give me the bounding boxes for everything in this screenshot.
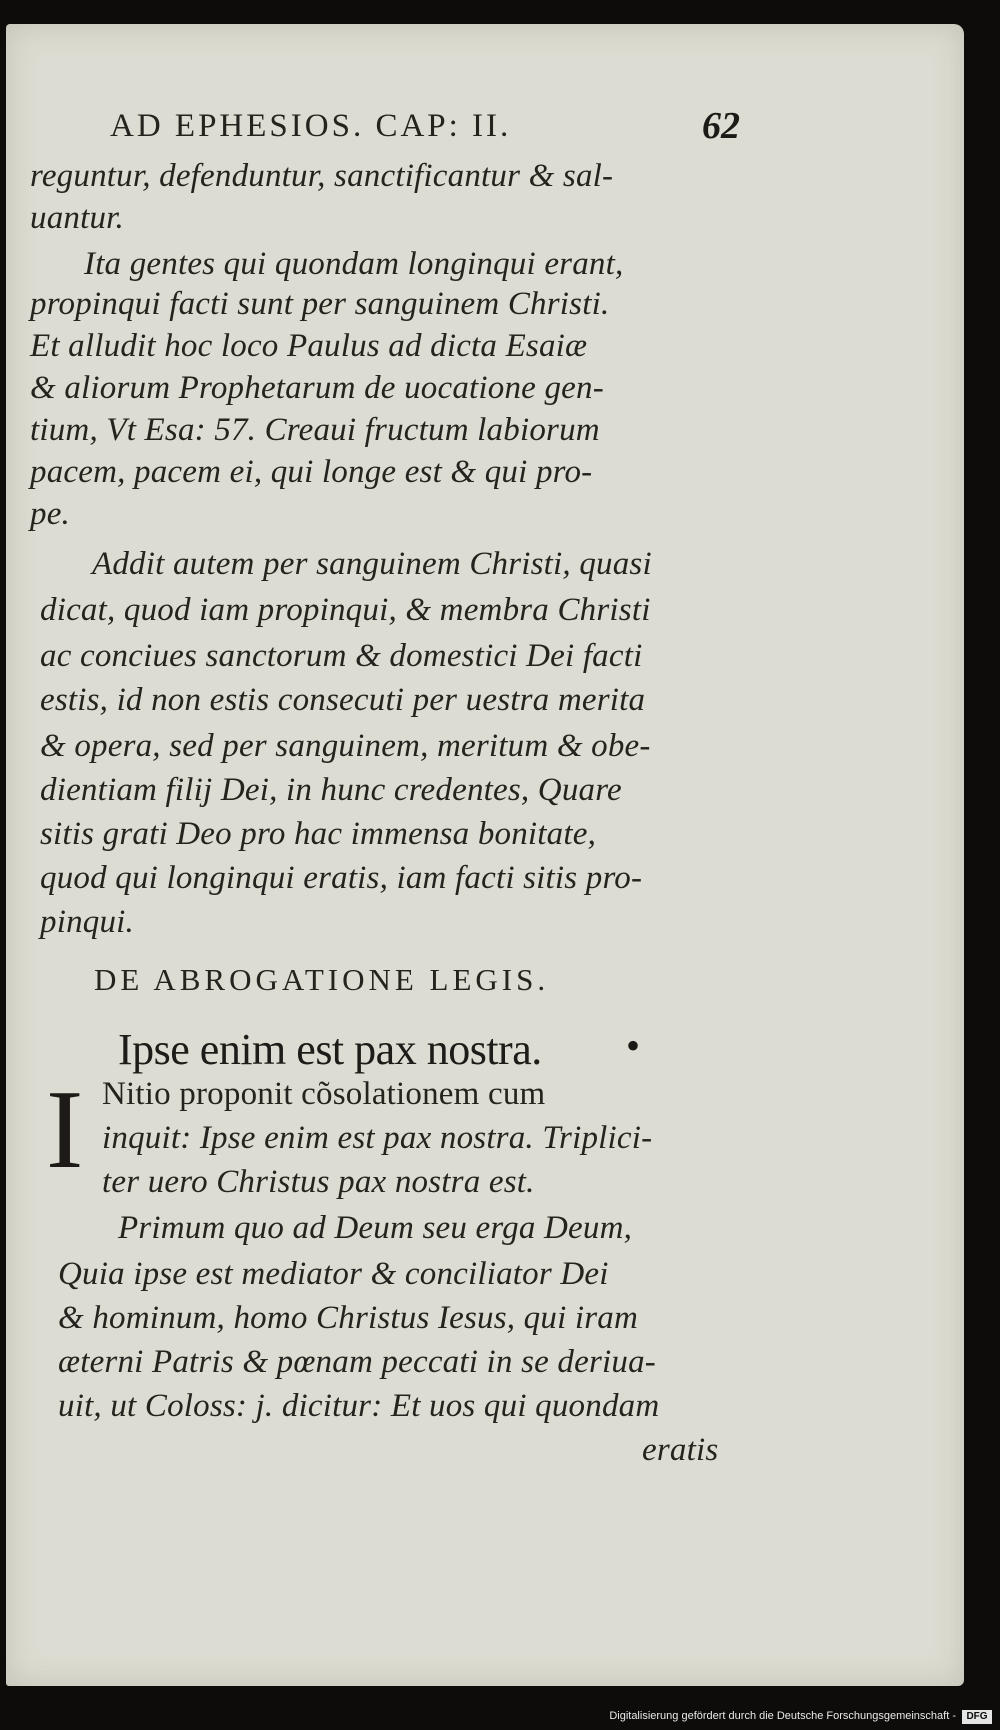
footer-bar xyxy=(0,1702,1000,1730)
body-line: propinqui facti sunt per sanguinem Christi. xyxy=(30,286,610,322)
scan-edge xyxy=(964,0,1000,1730)
body-line: Addit autem per sanguinem Christi, quasi xyxy=(92,546,652,582)
body-line: & opera, sed per sanguinem, meritum & obe- xyxy=(40,728,651,764)
body-line: & aliorum Prophetarum de uocatione gen- xyxy=(30,370,604,406)
dfg-logo: DFG xyxy=(962,1710,992,1724)
catchword: eratis xyxy=(642,1432,719,1468)
body-line: dicat, quod iam propinqui, & membra Christi xyxy=(40,592,651,628)
body-line: uantur. xyxy=(30,200,125,236)
lemma-heading: Ipse enim est pax nostra. xyxy=(118,1025,542,1074)
body-line: ac conciues sanctorum & domestici Dei facti xyxy=(40,638,643,674)
body-line: Quia ipse est mediator & conciliator Dei xyxy=(58,1256,609,1292)
body-line: Ita gentes qui quondam longinqui erant, xyxy=(84,246,624,282)
body-line: pe. xyxy=(30,496,70,532)
body-line: estis, id non estis consecuti per uestra merita xyxy=(40,682,646,718)
bullet-mark: • xyxy=(626,1023,641,1068)
body-line: sitis grati Deo pro hac immensa bonitate, xyxy=(40,816,597,852)
body-line: æterni Patris & pœnam peccati in se deriua- xyxy=(58,1344,656,1380)
body-line: inquit: Ipse enim est pax nostra. Triplici- xyxy=(102,1120,653,1156)
body-line: dientiam filij Dei, in hunc credentes, Quare xyxy=(40,772,622,808)
body-line: pinqui. xyxy=(40,904,134,940)
body-line: tium, Vt Esa: 57. Creaui fructum labiorum xyxy=(30,412,600,448)
funding-credit: Digitalisierung gefördert durch die Deutsche Forschungsgemeinschaft - xyxy=(609,1710,956,1722)
body-line: reguntur, defenduntur, sanctificantur & sal- xyxy=(30,158,614,194)
book-page xyxy=(6,24,964,1686)
page-number: 62 xyxy=(702,105,740,147)
body-line: ter uero Christus pax nostra est. xyxy=(102,1164,535,1200)
body-line: pacem, pacem ei, qui longe est & qui pro- xyxy=(30,454,593,490)
drop-cap-initial: I xyxy=(46,1068,84,1192)
body-line: & hominum, homo Christus Iesus, qui iram xyxy=(58,1300,639,1336)
body-line: uit, ut Coloss: j. dicitur: Et uos qui quondam xyxy=(58,1388,660,1424)
body-line: quod qui longinqui eratis, iam facti sitis pro- xyxy=(40,860,643,896)
page-content xyxy=(6,24,964,1686)
body-line: Nitio proponit cõsolationem cum xyxy=(102,1076,546,1112)
running-title: AD EPHESIOS. CAP: II. xyxy=(110,108,512,144)
body-line: Primum quo ad Deum seu erga Deum, xyxy=(118,1210,633,1246)
section-heading: DE ABROGATIONE LEGIS. xyxy=(94,962,550,997)
body-line: Et alludit hoc loco Paulus ad dicta Esaiæ xyxy=(30,328,588,364)
